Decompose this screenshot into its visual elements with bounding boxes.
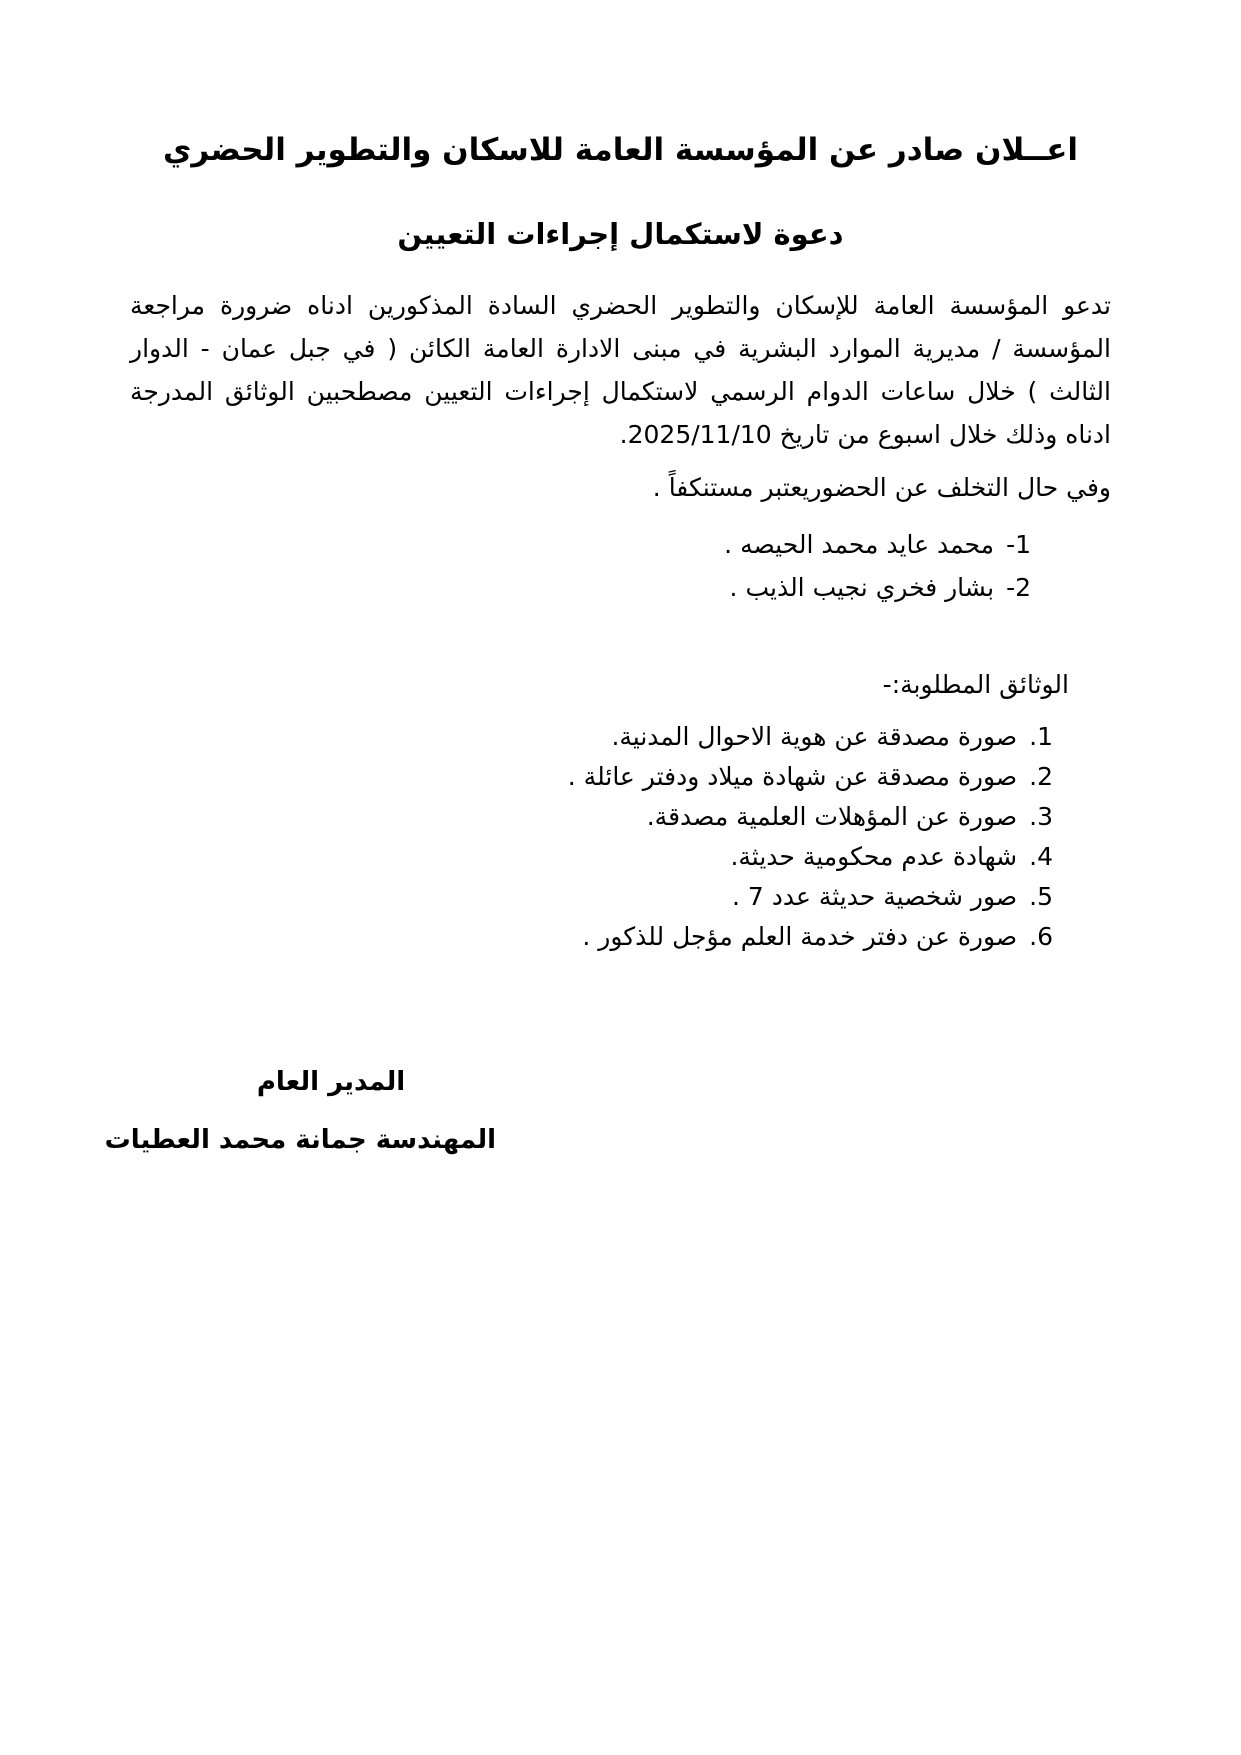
announcement-subtitle: دعوة لاستكمال إجراءات التعيين: [397, 217, 844, 252]
required-document-item: [130, 877, 1053, 917]
signature-block: [104, 1053, 496, 1169]
intro-paragraph: تدعو المؤسسة العامة للإسكان والتطوير الحضري السادة المذكورين ادناه ضرورة مراجعة المؤسسة / مديرية الموارد البشرية في مبنى الادارة العامة الكائن ( في جبل عمان - الدوار الثالث ) خلال ساعات الدوام الرسمي لاستكمال إجراءات التعيين مصطحبين الوثائق المدرجة ادناه وذلك خلال اسبوع من تاريخ 2025/11/10.: [130, 290, 1111, 449]
document-text: صورة مصدقة عن شهادة ميلاد ودفتر عائلة .: [567, 761, 1018, 791]
announcement-title: اعــلان صادر عن المؤسسة العامة للاسكان والتطوير الحضري: [162, 132, 1079, 168]
document-number: 4.: [1029, 841, 1053, 871]
invitee-name: محمد عايد محمد الحيصه .: [724, 529, 995, 559]
no-show-warning: وفي حال التخلف عن الحضوريعتبر مستنكفاً .: [652, 472, 1111, 502]
required-document-item: [130, 837, 1053, 877]
document-number: 1.: [1029, 721, 1053, 751]
invitee-number: 1-: [1006, 529, 1031, 559]
invitee-item: [130, 566, 1031, 609]
required-documents-list: [130, 717, 1111, 957]
required-document-item: [130, 797, 1053, 837]
required-documents-heading: الوثائق المطلوبة:-: [882, 669, 1069, 699]
required-document-item: [130, 917, 1053, 957]
document-text: صورة مصدقة عن هوية الاحوال المدنية.: [611, 721, 1018, 751]
document-text: صور شخصية حديثة عدد 7 .: [731, 881, 1018, 911]
invitee-name: بشار فخري نجيب الذيب .: [729, 572, 995, 602]
document-number: 6.: [1029, 921, 1053, 951]
document-number: 2.: [1029, 761, 1053, 791]
document-text: صورة عن دفتر خدمة العلم مؤجل للذكور .: [582, 921, 1018, 951]
signature-title: المدير العام: [256, 1066, 406, 1097]
required-document-item: [130, 717, 1053, 757]
document-number: 5.: [1029, 881, 1053, 911]
signature-name: المهندسة جمانة محمد العطيات: [104, 1124, 496, 1155]
document-text: صورة عن المؤهلات العلمية مصدقة.: [646, 801, 1018, 831]
invitee-item: [130, 523, 1031, 566]
invitee-number: 2-: [1006, 572, 1031, 602]
document-number: 3.: [1029, 801, 1053, 831]
required-document-item: [130, 757, 1053, 797]
invitee-list: [130, 523, 1111, 609]
document-text: شهادة عدم محكومية حديثة.: [730, 841, 1018, 871]
